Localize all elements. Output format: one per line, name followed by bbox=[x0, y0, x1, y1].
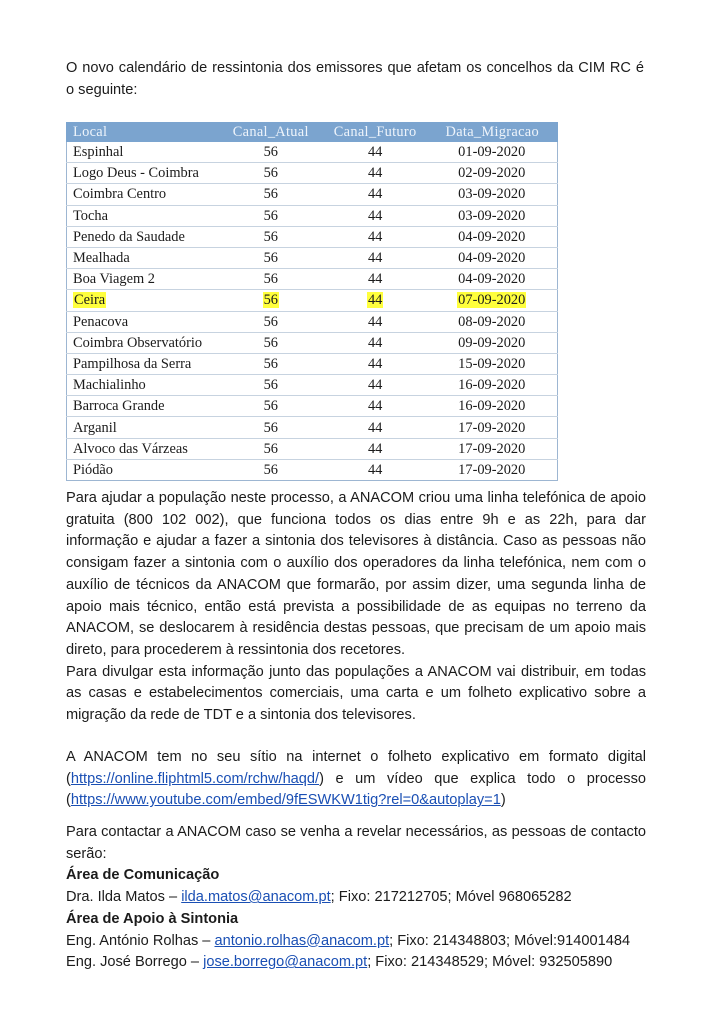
cell-canal-futuro bbox=[324, 459, 427, 480]
cell-canal-atual-text: 56 bbox=[263, 355, 278, 372]
table-row bbox=[67, 142, 558, 163]
cell-data-migracao bbox=[427, 269, 558, 290]
cell-local-text: Machialinho bbox=[73, 377, 146, 394]
cell-data-migracao bbox=[427, 375, 558, 396]
cell-local bbox=[67, 375, 218, 396]
cell-data-migracao-text: 01-09-2020 bbox=[458, 144, 526, 161]
cell-canal-atual-text: 56 bbox=[263, 419, 278, 436]
cell-local bbox=[67, 184, 218, 205]
cell-canal-futuro bbox=[324, 184, 427, 205]
cell-local-text: Piódão bbox=[73, 461, 113, 478]
cell-data-migracao bbox=[427, 184, 558, 205]
cell-canal-atual bbox=[218, 311, 324, 332]
cell-local-text: Mealhada bbox=[73, 250, 130, 267]
email-link-ilda-matos[interactable]: ilda.matos@anacom.pt bbox=[181, 889, 331, 906]
cell-local bbox=[67, 269, 218, 290]
cell-canal-futuro-text: 44 bbox=[367, 186, 383, 203]
cell-canal-futuro-text: 44 bbox=[367, 144, 383, 161]
table-row bbox=[67, 269, 558, 290]
cell-data-migracao-text: 09-09-2020 bbox=[458, 334, 526, 351]
contact-jose-borrego bbox=[66, 952, 646, 974]
cell-canal-atual bbox=[218, 353, 324, 374]
cell-local-text: Boa Viagem 2 bbox=[73, 271, 156, 288]
cell-canal-atual bbox=[218, 438, 324, 459]
cell-canal-atual bbox=[218, 163, 324, 184]
cell-local-text: Coimbra Centro bbox=[73, 186, 167, 203]
cell-local bbox=[67, 332, 218, 353]
cell-canal-atual-text: 56 bbox=[263, 461, 278, 478]
email-link-antonio-rolhas[interactable]: antonio.rolhas@anacom.pt bbox=[214, 932, 390, 949]
resources-line-3: (https://www.youtube.com/embed/9fESWKW1tig?rel=0&autoplay=1) bbox=[66, 792, 506, 809]
cell-data-migracao bbox=[427, 311, 558, 332]
cell-local-text: Arganil bbox=[73, 419, 117, 436]
cell-canal-futuro-text: 44 bbox=[367, 419, 383, 436]
cell-data-migracao-text: 08-09-2020 bbox=[458, 313, 526, 330]
cell-data-migracao-text: 16-09-2020 bbox=[458, 398, 526, 415]
table-row bbox=[67, 205, 558, 226]
cell-canal-futuro bbox=[324, 247, 427, 268]
cell-local bbox=[67, 163, 218, 184]
cell-canal-atual-text: 56 bbox=[263, 292, 278, 309]
contact-phones: ; Fixo: 214348529; Móvel: 932505890 bbox=[367, 954, 613, 971]
resources-line-1: A ANACOM tem no seu sítio na internet o folheto explicativo em formato digital bbox=[66, 749, 646, 765]
cell-data-migracao-text: 17-09-2020 bbox=[458, 461, 526, 478]
cell-data-migracao bbox=[427, 163, 558, 184]
resources-paragraph bbox=[66, 747, 646, 812]
cell-canal-atual bbox=[218, 290, 324, 311]
cell-data-migracao-text: 04-09-2020 bbox=[458, 271, 526, 288]
cell-canal-atual bbox=[218, 396, 324, 417]
cell-local-text: Penacova bbox=[73, 313, 129, 330]
cell-canal-atual bbox=[218, 205, 324, 226]
header-data-migracao: Data_Migracao bbox=[427, 122, 558, 142]
cell-data-migracao bbox=[427, 396, 558, 417]
cell-canal-futuro bbox=[324, 332, 427, 353]
cell-canal-futuro-text: 44 bbox=[367, 207, 383, 224]
cell-canal-atual-text: 56 bbox=[263, 334, 278, 351]
cell-canal-atual bbox=[218, 417, 324, 438]
distribution-paragraph: Para divulgar esta informação junto das populações a ANACOM vai distribuir, em todas as casas e estabelecimentos comerciais, uma carta e um folheto explicativo sobre a migração da rede de TDT e a sintonia dos televisores. bbox=[66, 663, 646, 724]
cell-canal-atual bbox=[218, 375, 324, 396]
cell-data-migracao bbox=[427, 205, 558, 226]
cell-data-migracao-text: 16-09-2020 bbox=[458, 377, 526, 394]
cell-data-migracao-text: 02-09-2020 bbox=[458, 165, 526, 182]
cell-local bbox=[67, 205, 218, 226]
cell-canal-atual bbox=[218, 226, 324, 247]
cell-local bbox=[67, 459, 218, 480]
cell-canal-futuro-text: 44 bbox=[367, 228, 383, 245]
heading-comunicacao: Área de Comunicação bbox=[66, 867, 220, 884]
table-row bbox=[67, 332, 558, 353]
contacts-section bbox=[66, 822, 646, 974]
table-row bbox=[67, 417, 558, 438]
cell-canal-atual bbox=[218, 459, 324, 480]
cell-local-text: Penedo da Saudade bbox=[73, 228, 185, 245]
cell-canal-atual-text: 56 bbox=[263, 165, 278, 182]
cell-local-text: Ceira bbox=[74, 292, 106, 309]
cell-local-text: Alvoco das Várzeas bbox=[73, 440, 188, 457]
intro-paragraph: O novo calendário de ressintonia dos emissores que afetam os concelhos da CIM RC é o seguinte: bbox=[66, 60, 644, 98]
cell-local bbox=[67, 438, 218, 459]
cell-data-migracao bbox=[427, 353, 558, 374]
cell-data-migracao bbox=[427, 438, 558, 459]
cell-data-migracao bbox=[427, 417, 558, 438]
cell-canal-atual-text: 56 bbox=[263, 144, 278, 161]
body-text bbox=[66, 488, 646, 727]
contact-name: Eng. José Borrego – bbox=[66, 954, 200, 971]
brochure-link[interactable]: https://online.fliphtml5.com/rchw/haqd/ bbox=[70, 770, 320, 787]
cell-data-migracao bbox=[427, 226, 558, 247]
table-row bbox=[67, 438, 558, 459]
cell-canal-atual-text: 56 bbox=[263, 313, 278, 330]
cell-local bbox=[67, 417, 218, 438]
cell-local bbox=[67, 396, 218, 417]
cell-canal-atual-text: 56 bbox=[263, 186, 278, 203]
contact-phones: ; Fixo: 217212705; Móvel 968065282 bbox=[330, 889, 572, 906]
cell-data-migracao bbox=[427, 332, 558, 353]
cell-canal-futuro bbox=[324, 205, 427, 226]
resources-line-2: (https://online.fliphtml5.com/rchw/haqd/) e um vídeo que explica todo o processo bbox=[66, 770, 646, 787]
table-header-row bbox=[67, 122, 558, 142]
cell-canal-futuro bbox=[324, 269, 427, 290]
contact-ilda-matos bbox=[66, 887, 646, 909]
contact-name: Dra. Ilda Matos – bbox=[66, 889, 178, 906]
cell-data-migracao-text: 03-09-2020 bbox=[458, 186, 526, 203]
cell-canal-futuro-text: 44 bbox=[367, 292, 383, 309]
cell-canal-futuro bbox=[324, 142, 427, 163]
cell-data-migracao-text: 17-09-2020 bbox=[458, 440, 526, 457]
cell-data-migracao-text: 04-09-2020 bbox=[458, 228, 526, 245]
cell-local-text: Coimbra Observatório bbox=[73, 334, 203, 351]
cell-local-text: Tocha bbox=[73, 207, 108, 224]
cell-canal-futuro-text: 44 bbox=[367, 271, 383, 288]
cell-canal-futuro bbox=[324, 417, 427, 438]
cell-canal-atual-text: 56 bbox=[263, 440, 278, 457]
cell-canal-futuro-text: 44 bbox=[367, 334, 383, 351]
cell-canal-atual bbox=[218, 269, 324, 290]
cell-canal-atual bbox=[218, 184, 324, 205]
cell-data-migracao bbox=[427, 247, 558, 268]
cell-canal-futuro-text: 44 bbox=[367, 250, 383, 267]
table-row bbox=[67, 290, 558, 311]
cell-local bbox=[67, 226, 218, 247]
cell-local bbox=[67, 247, 218, 268]
cell-canal-futuro bbox=[324, 226, 427, 247]
contact-antonio-rolhas bbox=[66, 931, 646, 953]
header-canal-futuro: Canal_Futuro bbox=[324, 122, 427, 142]
cell-data-migracao-text: 04-09-2020 bbox=[458, 250, 526, 267]
cell-canal-futuro-text: 44 bbox=[367, 440, 383, 457]
cell-data-migracao bbox=[427, 290, 558, 311]
cell-canal-futuro bbox=[324, 396, 427, 417]
header-local: Local bbox=[67, 122, 218, 142]
table-row bbox=[67, 459, 558, 480]
cell-canal-atual bbox=[218, 332, 324, 353]
cell-local bbox=[67, 353, 218, 374]
cell-canal-futuro-text: 44 bbox=[367, 377, 383, 394]
cell-canal-atual bbox=[218, 247, 324, 268]
cell-canal-futuro-text: 44 bbox=[367, 355, 383, 372]
cell-canal-futuro bbox=[324, 311, 427, 332]
video-text: e um vídeo que explica todo o processo bbox=[335, 770, 646, 787]
cell-local bbox=[67, 142, 218, 163]
cell-canal-atual bbox=[218, 142, 324, 163]
cell-canal-futuro bbox=[324, 375, 427, 396]
cell-canal-futuro-text: 44 bbox=[367, 313, 383, 330]
email-link-jose-borrego[interactable]: jose.borrego@anacom.pt bbox=[203, 954, 368, 971]
retuning-schedule-table bbox=[66, 122, 558, 481]
table-row bbox=[67, 353, 558, 374]
cell-data-migracao bbox=[427, 459, 558, 480]
table-row bbox=[67, 247, 558, 268]
cell-canal-atual-text: 56 bbox=[263, 398, 278, 415]
cell-canal-atual-text: 56 bbox=[263, 377, 278, 394]
video-link[interactable]: https://www.youtube.com/embed/9fESWKW1tig?rel=0&autoplay=1 bbox=[70, 792, 501, 809]
heading-apoio-sintonia: Área de Apoio à Sintonia bbox=[66, 910, 239, 927]
cell-canal-futuro bbox=[324, 290, 427, 311]
contact-phones: ; Fixo: 214348803; Móvel:914001484 bbox=[389, 932, 631, 949]
cell-canal-futuro bbox=[324, 163, 427, 184]
table-row bbox=[67, 375, 558, 396]
contact-name: Eng. António Rolhas – bbox=[66, 932, 211, 949]
cell-canal-atual-text: 56 bbox=[263, 271, 278, 288]
cell-data-migracao-text: 03-09-2020 bbox=[458, 207, 526, 224]
cell-canal-futuro-text: 44 bbox=[367, 165, 383, 182]
table-row bbox=[67, 311, 558, 332]
table-body bbox=[67, 142, 558, 481]
cell-canal-futuro-text: 44 bbox=[367, 398, 383, 415]
cell-data-migracao bbox=[427, 142, 558, 163]
contacts-intro: Para contactar a ANACOM caso se venha a revelar necessários, as pessoas de contacto serão: bbox=[66, 824, 646, 862]
cell-data-migracao-text: 07-09-2020 bbox=[458, 292, 526, 309]
cell-local bbox=[67, 290, 218, 311]
table-row bbox=[67, 163, 558, 184]
cell-canal-futuro-text: 44 bbox=[367, 461, 383, 478]
cell-canal-atual-text: 56 bbox=[263, 207, 278, 224]
cell-canal-atual-text: 56 bbox=[263, 250, 278, 267]
cell-canal-atual-text: 56 bbox=[263, 228, 278, 245]
cell-local bbox=[67, 311, 218, 332]
header-canal-atual: Canal_Atual bbox=[218, 122, 324, 142]
support-paragraph: Para ajudar a população neste processo, a ANACOM criou uma linha telefónica de apoio gratuita (800 102 002), que funciona todos os dias entre 9h e as 22h, para dar informação e ajudar a fazer a sintonia dos televisores à distância. Caso as pessoas não consigam fazer a sintonia com o auxílio dos operadores da linha telefónica, nem com o auxílio de técnicos da ANACOM que formarão, por assim dizer, uma segunda linha de apoio mais técnico, então está prevista a possibilidade de as equipas no terreno da ANACOM, se deslocarem à residência destas pessoas, que precisam de um apoio mais direto, para procederem à ressintonia dos recetores. bbox=[66, 490, 646, 658]
cell-local-text: Logo Deus - Coimbra bbox=[73, 165, 199, 182]
cell-canal-futuro bbox=[324, 353, 427, 374]
cell-data-migracao-text: 15-09-2020 bbox=[458, 355, 526, 372]
table-row bbox=[67, 396, 558, 417]
cell-data-migracao-text: 17-09-2020 bbox=[458, 419, 526, 436]
cell-local-text: Pampilhosa da Serra bbox=[73, 355, 192, 372]
cell-local-text: Espinhal bbox=[73, 144, 124, 161]
cell-canal-futuro bbox=[324, 438, 427, 459]
table-row bbox=[67, 226, 558, 247]
table-row bbox=[67, 184, 558, 205]
cell-local-text: Barroca Grande bbox=[73, 398, 165, 415]
